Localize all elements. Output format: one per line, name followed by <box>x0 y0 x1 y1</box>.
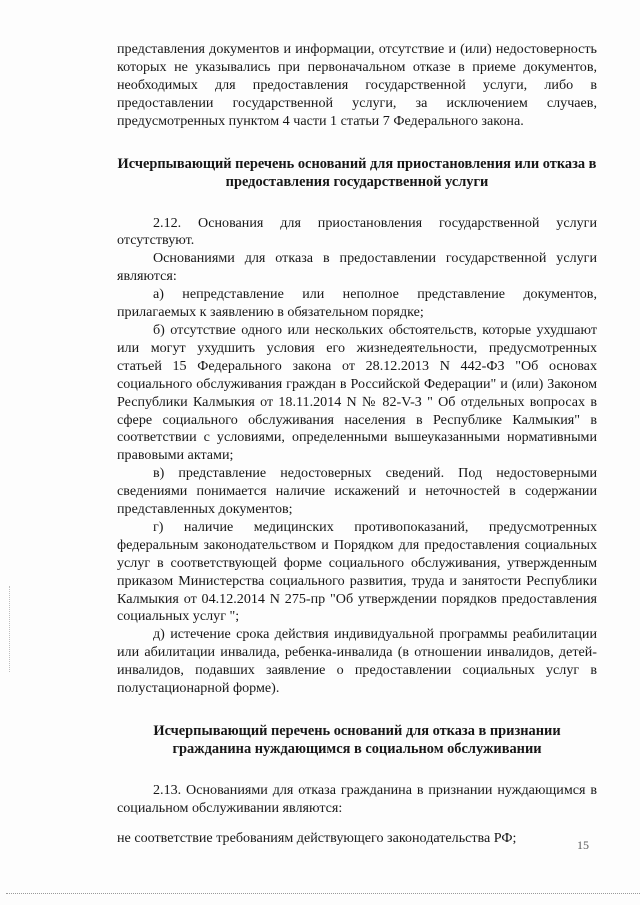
paragraph-2-13: 2.13. Основаниями для отказа гражданина в признании нуждающимся в социальном обслуживании являются: <box>117 782 597 816</box>
list-item-a: а) непредставление или неполное представление документов, прилагаемых к заявлению в обязательном порядке; <box>117 286 597 321</box>
list-item-v: в) представление недостоверных сведений. Под недостоверными сведениями понимается наличие искажений и неточностей в содержании представленных документов; <box>117 465 597 518</box>
paragraph-2-12: 2.12. Основания для приостановления государственной услуги отсутствуют. <box>117 214 597 249</box>
list-item-g: г) наличие медицинских противопоказаний, предусмотренных федеральным законодательством и Порядком для предоставления социальных услуг в соответствующей форме социального обслуживания, утвержденным приказом Министерства социального развития, труда и занятости Республики Калмыкия от 04.12.2014 N 275-пр "Об утверждении порядков предоставления социальных услуг "; <box>117 518 597 625</box>
paragraph-refusal-intro: Основаниями для отказа в предоставлении государственной услуги являются: <box>117 250 597 285</box>
scan-bottom-edge <box>6 893 640 894</box>
section-heading-suspension: Исчерпывающий перечень оснований для приостановления или отказа в предоставления государственной услуги <box>117 155 597 190</box>
document-body <box>117 41 597 848</box>
scan-margin-mark <box>9 586 10 672</box>
paragraph-intro: представления документов и информации, отсутствие и (или) недостоверность которых не указывались при первоначальном отказе в приеме документов, необходимых для предоставления государственной услуги, либо в предоставлении государственной услуги, за исключением случаев, предусмотренных пунктом 4 части 1 статьи 7 Федерального закона. <box>117 41 597 129</box>
list-item-b: б) отсутствие одного или нескольких обстоятельств, которые ухудшают или могут ухудшить условия его жизнедеятельности, предусмотренных статьей 15 Федерального закона от 28.12.2013 N 442-ФЗ "Об основах социального обслуживания граждан в Российской Федерации" и (или) Законом Республики Калмыкия от 18.11.2014 N № 82-V-З " Об отдельных вопросах в сфере социального обслуживания населения в Республике Калмыкия" в соответствии с условиями, определенными вышеуказанными нормативными правовыми актами; <box>117 321 597 464</box>
paragraph-last: не соответствие требованиям действующего законодательства РФ; <box>117 829 517 846</box>
page-number: 15 <box>577 838 589 852</box>
section-heading-refusal: Исчерпывающий перечень оснований для отказа в признании гражданина нуждающимся в социальном обслуживании <box>153 723 561 757</box>
list-item-d: д) истечение срока действия индивидуальной программы реабилитации или абилитации инвалида, ребенка-инвалида (в отношении инвалидов, детей-инвалидов, подавших заявление о предоставлении социальных услуг в полустационарной форме). <box>117 626 597 697</box>
